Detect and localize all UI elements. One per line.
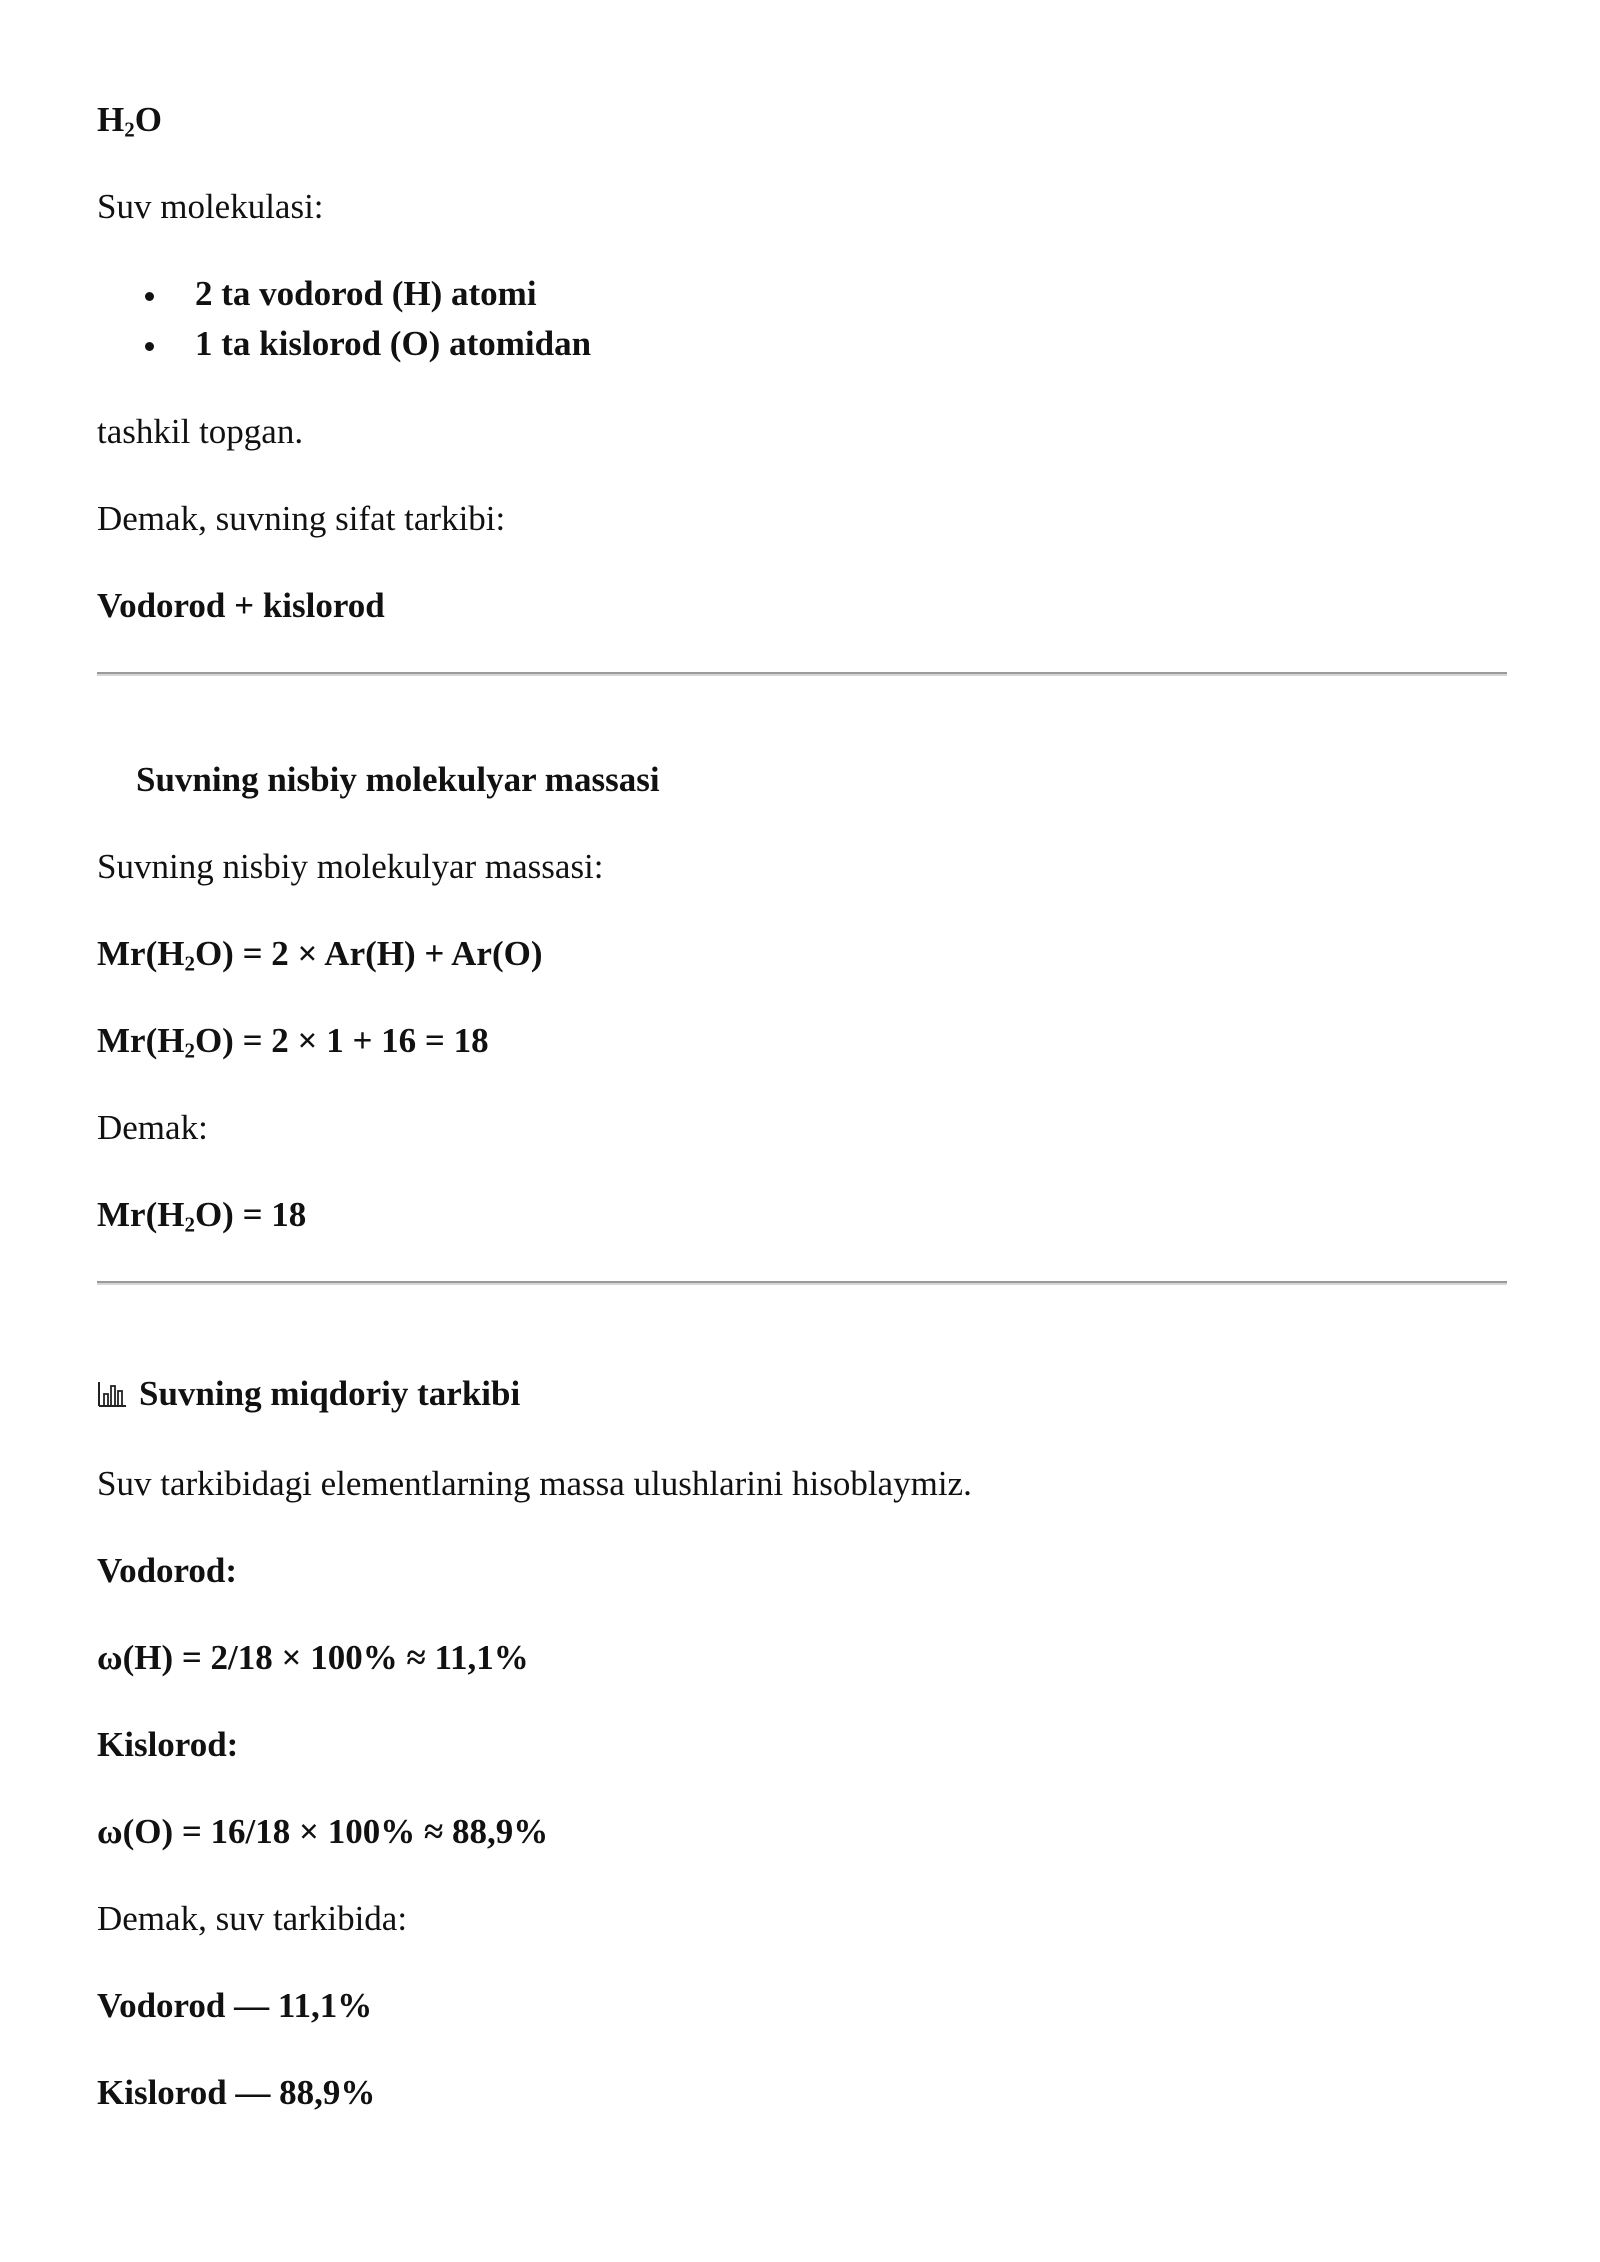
oxygen-label: Kislorod: (97, 1725, 239, 1764)
oxygen-result: Kislorod — 88,9% (97, 2073, 376, 2112)
quant-conclusion-label: Demak, suv tarkibida: (97, 1899, 408, 1938)
eq-sub: 2 (184, 951, 195, 976)
intro-text: Suv molekulasi: (97, 187, 324, 226)
mass-equation-2 (97, 1019, 489, 1063)
bar-chart-icon (97, 1380, 127, 1408)
mass-equation-1 (97, 932, 543, 976)
eq-sub: 2 (184, 1212, 195, 1237)
eq-part: Mr(H (97, 1021, 185, 1060)
quant-intro: Suv tarkibidagi elementlarning massa ulushlarini hisoblaymiz. (97, 1464, 972, 1503)
eq-part: O) = 18 (194, 1195, 307, 1234)
eq-part: O) = 2 × 1 + 16 = 18 (194, 1021, 489, 1060)
formula-title-pre: H (97, 100, 125, 139)
bullet-dot-icon (145, 292, 154, 301)
eq-part: Mr(H (97, 934, 185, 973)
list-item-text: 1 ta kislorod (O) atomidan (195, 324, 592, 363)
hydrogen-result: Vodorod — 11,1% (97, 1986, 373, 2025)
divider (97, 1281, 1507, 1285)
eq-sub: 2 (184, 1038, 195, 1063)
eq-part: O) = 2 × Ar(H) + Ar(O) (194, 934, 543, 973)
mass-intro: Suvning nisbiy molekulyar massasi: (97, 847, 604, 886)
formula-title-sub: 2 (124, 117, 135, 142)
section-heading-quant (97, 1372, 520, 1416)
formula-title-post: O (134, 100, 162, 139)
section-heading-quant-text: Suvning miqdoriy tarkibi (139, 1374, 521, 1413)
hydrogen-label: Vodorod: (97, 1551, 238, 1590)
eq-part: Mr(H (97, 1195, 185, 1234)
divider (97, 672, 1507, 676)
list-item-text: 2 ta vodorod (H) atomi (195, 274, 537, 313)
hydrogen-equation: ω(H) = 2/18 × 100% ≈ 11,1% (97, 1638, 529, 1677)
mass-equation-3 (97, 1193, 306, 1237)
oxygen-equation: ω(O) = 16/18 × 100% ≈ 88,9% (97, 1812, 549, 1851)
mass-conclusion-label: Demak: (97, 1108, 208, 1147)
formula-title (97, 98, 162, 142)
bullet-dot-icon (145, 342, 154, 351)
qualitative-intro: Demak, suvning sifat tarkibi: (97, 499, 506, 538)
section-heading-mass: Suvning nisbiy molekulyar massasi (136, 760, 660, 799)
qualitative-value: Vodorod + kislorod (97, 586, 385, 625)
after-list-text: tashkil topgan. (97, 412, 304, 451)
